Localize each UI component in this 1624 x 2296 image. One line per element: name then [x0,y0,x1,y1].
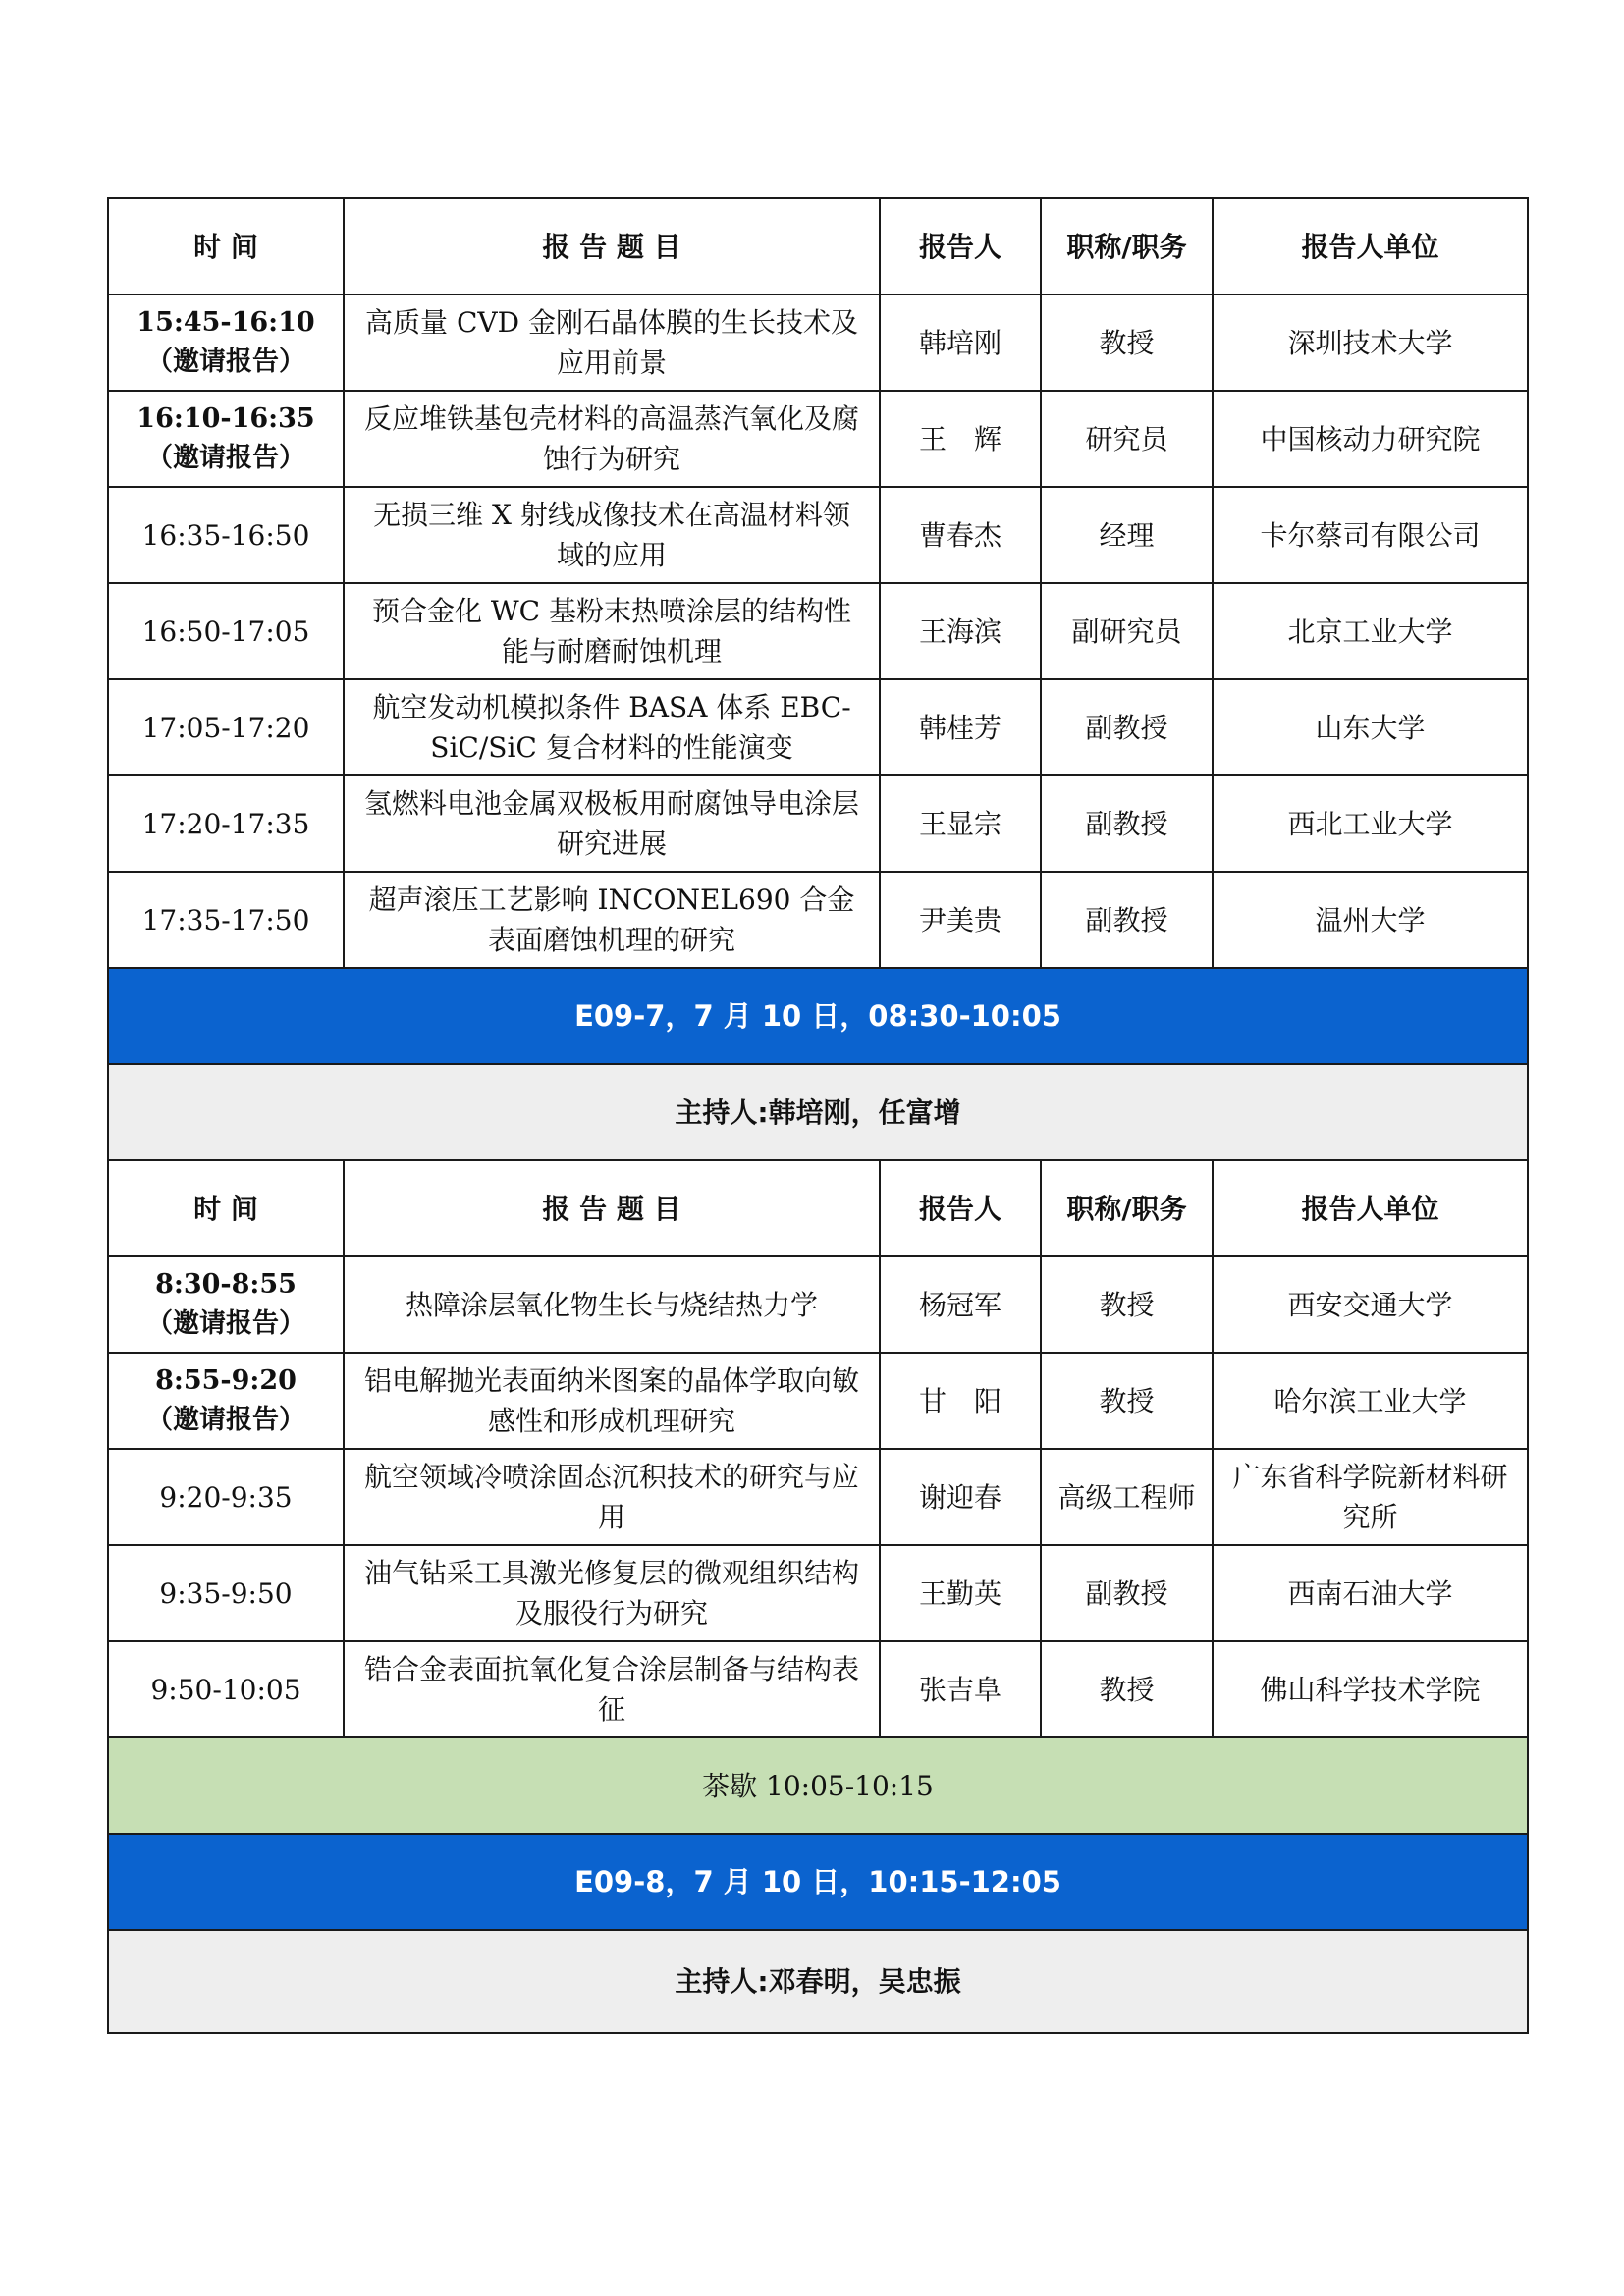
tea-break: 茶歇 10:05-10:15 [108,1737,1528,1834]
time-range: 17:05-17:20 [141,711,310,744]
speaker-position: 教授 [1041,1353,1213,1449]
speaker-name: 尹美贵 [880,872,1041,968]
table-row [108,1353,1528,1449]
time-range: 17:20-17:35 [141,807,310,840]
talk-title: 无损三维 X 射线成像技术在高温材料领域的应用 [344,487,880,583]
time-cell [108,1353,344,1449]
tea-break-row [108,1737,1528,1834]
time-cell [108,1545,344,1641]
time-range: 9:50-10:05 [150,1673,301,1706]
speaker-name: 张吉阜 [880,1641,1041,1737]
header-position: 职称/职务 [1041,198,1213,294]
talk-title: 油气钻采工具激光修复层的微观组织结构及服役行为研究 [344,1545,880,1641]
speaker-name: 王 辉 [880,391,1041,487]
time-range: 17:35-17:50 [141,903,310,936]
talk-title: 锆合金表面抗氧化复合涂层制备与结构表征 [344,1641,880,1737]
talk-title: 反应堆铁基包壳材料的高温蒸汽氧化及腐蚀行为研究 [344,391,880,487]
speaker-position: 教授 [1041,1641,1213,1737]
talk-title: 航空领域冷喷涂固态沉积技术的研究与应用 [344,1449,880,1545]
table-row [108,1256,1528,1353]
speaker-name: 韩桂芳 [880,679,1041,775]
talk-title: 氢燃料电池金属双极板用耐腐蚀导电涂层研究进展 [344,775,880,872]
header-position: 职称/职务 [1041,1160,1213,1256]
invited-label: （邀请报告） [146,443,305,473]
time-cell [108,679,344,775]
header-time: 时 间 [108,198,344,294]
table-row [108,775,1528,872]
chair-e09-7-row [108,1064,1528,1160]
time-cell [108,294,344,391]
session-chairs: 主持人:邓春明，吴忠振 [108,1930,1528,2033]
speaker-position: 教授 [1041,1256,1213,1353]
speaker-position: 高级工程师 [1041,1449,1213,1545]
time-cell [108,487,344,583]
header-affiliation: 报告人单位 [1213,198,1528,294]
table-row [108,679,1528,775]
speaker-affiliation: 深圳技术大学 [1213,294,1528,391]
session-title: E09-7，7 月 10 日，08:30-10:05 [108,968,1528,1064]
table-row [108,1545,1528,1641]
time-range: 16:50-17:05 [141,614,310,648]
speaker-affiliation: 哈尔滨工业大学 [1213,1353,1528,1449]
time-range: 9:35-9:50 [159,1576,293,1610]
invited-label: （邀请报告） [146,1405,305,1435]
speaker-affiliation: 山东大学 [1213,679,1528,775]
session-e09-7-row [108,968,1528,1064]
time-cell [108,1256,344,1353]
table-row [108,294,1528,391]
table-row [108,872,1528,968]
speaker-position: 教授 [1041,294,1213,391]
invited-label: （邀请报告） [146,1308,305,1339]
session-chairs: 主持人:韩培刚，任富增 [108,1064,1528,1160]
header-affiliation: 报告人单位 [1213,1160,1528,1256]
speaker-affiliation: 温州大学 [1213,872,1528,968]
header-topic: 报 告 题 目 [344,1160,880,1256]
header-speaker: 报告人 [880,1160,1041,1256]
speaker-position: 副教授 [1041,1545,1213,1641]
time-range: 8:30-8:55 [155,1269,297,1300]
speaker-name: 韩培刚 [880,294,1041,391]
chair-e09-8-row [108,1930,1528,2033]
time-cell [108,1641,344,1737]
time-cell [108,583,344,679]
speaker-name: 王显宗 [880,775,1041,872]
speaker-name: 曹春杰 [880,487,1041,583]
table-row [108,1449,1528,1545]
time-range: 16:10-16:35 [136,403,315,434]
speaker-affiliation: 佛山科学技术学院 [1213,1641,1528,1737]
speaker-name: 王勤英 [880,1545,1041,1641]
header-speaker: 报告人 [880,198,1041,294]
talk-title: 热障涂层氧化物生长与烧结热力学 [344,1256,880,1353]
time-cell [108,872,344,968]
table-header-row [108,1160,1528,1256]
time-range: 15:45-16:10 [136,307,315,338]
invited-label: （邀请报告） [146,347,305,377]
talk-title: 高质量 CVD 金刚石晶体膜的生长技术及应用前景 [344,294,880,391]
speaker-position: 副研究员 [1041,583,1213,679]
speaker-position: 经理 [1041,487,1213,583]
session-title: E09-8，7 月 10 日，10:15-12:05 [108,1834,1528,1930]
table-header-row [108,198,1528,294]
talk-title: 铝电解抛光表面纳米图案的晶体学取向敏感性和形成机理研究 [344,1353,880,1449]
speaker-name: 谢迎春 [880,1449,1041,1545]
session-e09-8-row [108,1834,1528,1930]
speaker-name: 王海滨 [880,583,1041,679]
time-range: 8:55-9:20 [155,1365,297,1396]
talk-title: 超声滚压工艺影响 INCONEL690 合金表面磨蚀机理的研究 [344,872,880,968]
table-row [108,1641,1528,1737]
speaker-affiliation: 广东省科学院新材料研究所 [1213,1449,1528,1545]
time-range: 9:20-9:35 [159,1480,293,1514]
table-row [108,391,1528,487]
block2-rows [108,1256,1528,1737]
time-range: 16:35-16:50 [141,518,310,552]
header-topic: 报 告 题 目 [344,198,880,294]
header-time: 时 间 [108,1160,344,1256]
speaker-name: 杨冠军 [880,1256,1041,1353]
talk-title: 预合金化 WC 基粉末热喷涂层的结构性能与耐磨耐蚀机理 [344,583,880,679]
speaker-position: 副教授 [1041,679,1213,775]
speaker-affiliation: 北京工业大学 [1213,583,1528,679]
block1-rows [108,294,1528,968]
time-cell [108,775,344,872]
time-cell [108,1449,344,1545]
speaker-position: 副教授 [1041,872,1213,968]
table-row [108,487,1528,583]
speaker-affiliation: 西北工业大学 [1213,775,1528,872]
talk-title: 航空发动机模拟条件 BASA 体系 EBC-SiC/SiC 复合材料的性能演变 [344,679,880,775]
table-row [108,583,1528,679]
speaker-position: 副教授 [1041,775,1213,872]
speaker-name: 甘 阳 [880,1353,1041,1449]
speaker-affiliation: 西安交通大学 [1213,1256,1528,1353]
speaker-affiliation: 西南石油大学 [1213,1545,1528,1641]
schedule-table [107,197,1529,2034]
speaker-affiliation: 卡尔蔡司有限公司 [1213,487,1528,583]
speaker-affiliation: 中国核动力研究院 [1213,391,1528,487]
time-cell [108,391,344,487]
speaker-position: 研究员 [1041,391,1213,487]
